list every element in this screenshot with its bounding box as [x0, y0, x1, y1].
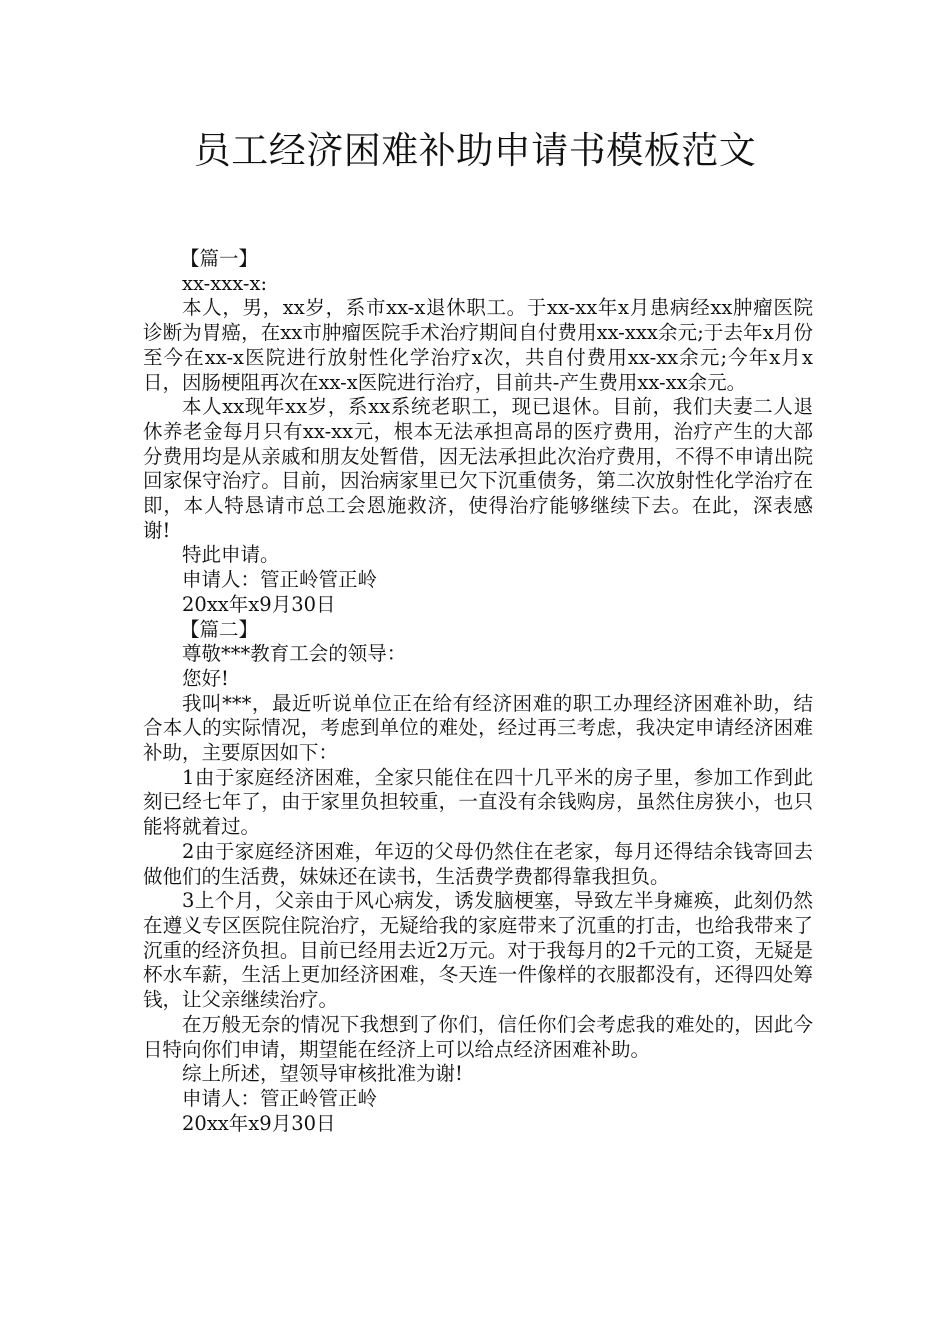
document-body	[143, 247, 813, 1136]
body-paragraph: 在万般无奈的情况下我想到了你们，信任你们会考虑我的难处的，因此今日特向你们申请，期望能在经济上可以给点经济困难补助。	[143, 1012, 813, 1061]
date-line: 20xx年x9月30日	[182, 592, 336, 616]
section-heading-2: 【篇二】	[180, 617, 259, 641]
closing-line: 特此申请。	[182, 543, 280, 567]
greeting: 您好!	[182, 666, 229, 690]
reason-item: 2由于家庭经济困难，年迈的父母仍然住在老家，每月还得结余钱寄回去做他们的生活费，妹妹还在读书，生活费学费都得靠我担负。	[143, 839, 813, 888]
closing-line: 综上所述，望领导审核批准为谢!	[182, 1062, 463, 1086]
section-heading-1: 【篇一】	[180, 247, 259, 270]
reason-item: 1由于家庭经济困难，全家只能住在四十几平米的房子里，参加工作到此刻已经七年了，由于家里负担较重，一直没有余钱购房，虽然住房狭小，也只能将就着过。	[143, 765, 813, 839]
applicant-line: 申请人：管正岭管正岭	[182, 568, 378, 592]
body-paragraph: 本人xx现年xx岁，系xx系统老职工，现已退休。目前，我们夫妻二人退休养老金每月只有xx-xx元，根本无法承担高昂的医疗费用，治疗产生的大部分费用均是从亲戚和朋友处暂借，因无法承担此次治疗费用，不得不申请出院回家保守治疗。目前，因治病家里已欠下沉重债务，第二次放射性化学治疗在即，本人特恳请市总工会恩施救济，使得治疗能够继续下去。在此，深表感谢!	[143, 395, 813, 542]
reason-item: 3上个月，父亲由于风心病发，诱发脑梗塞，导致左半身瘫痪，此刻仍然在遵义专区医院住院治疗，无疑给我的家庭带来了沉重的打击，也给我带来了沉重的经济负担。目前已经用去近2万元。对于我每月的2千元的工资，无疑是杯水车薪，生活上更加经济困难，冬天连一件像样的衣服都没有，还得四处筹钱，让父亲继续治疗。	[143, 889, 813, 1012]
salutation: xx-xxx-x:	[182, 271, 268, 295]
salutation: 尊敬***教育工会的领导：	[182, 642, 407, 666]
applicant-line: 申请人：管正岭管正岭	[182, 1086, 378, 1110]
document-title: 员工经济困难补助申请书模板范文	[193, 129, 757, 172]
body-paragraph: 本人，男，xx岁，系市xx-x退休职工。于xx-xx年x月患病经xx肿瘤医院诊断为胃癌，在xx市肿瘤医院手术治疗期间自付费用xx-xxx余元;于去年x月份至今在xx-x医院进行放射性化学治疗x次，共自付费用xx-xx余元;今年x月x日，因肠梗阻再次在xx-x医院进行治疗，目前共-产生费用xx-xx余元。	[143, 296, 813, 394]
date-line: 20xx年x9月30日	[182, 1111, 336, 1135]
body-paragraph: 我叫***，最近听说单位正在给有经济困难的职工办理经济困难补助，结合本人的实际情况，考虑到单位的难处，经过再三考虑，我决定申请经济困难补助，主要原因如下：	[143, 691, 813, 765]
